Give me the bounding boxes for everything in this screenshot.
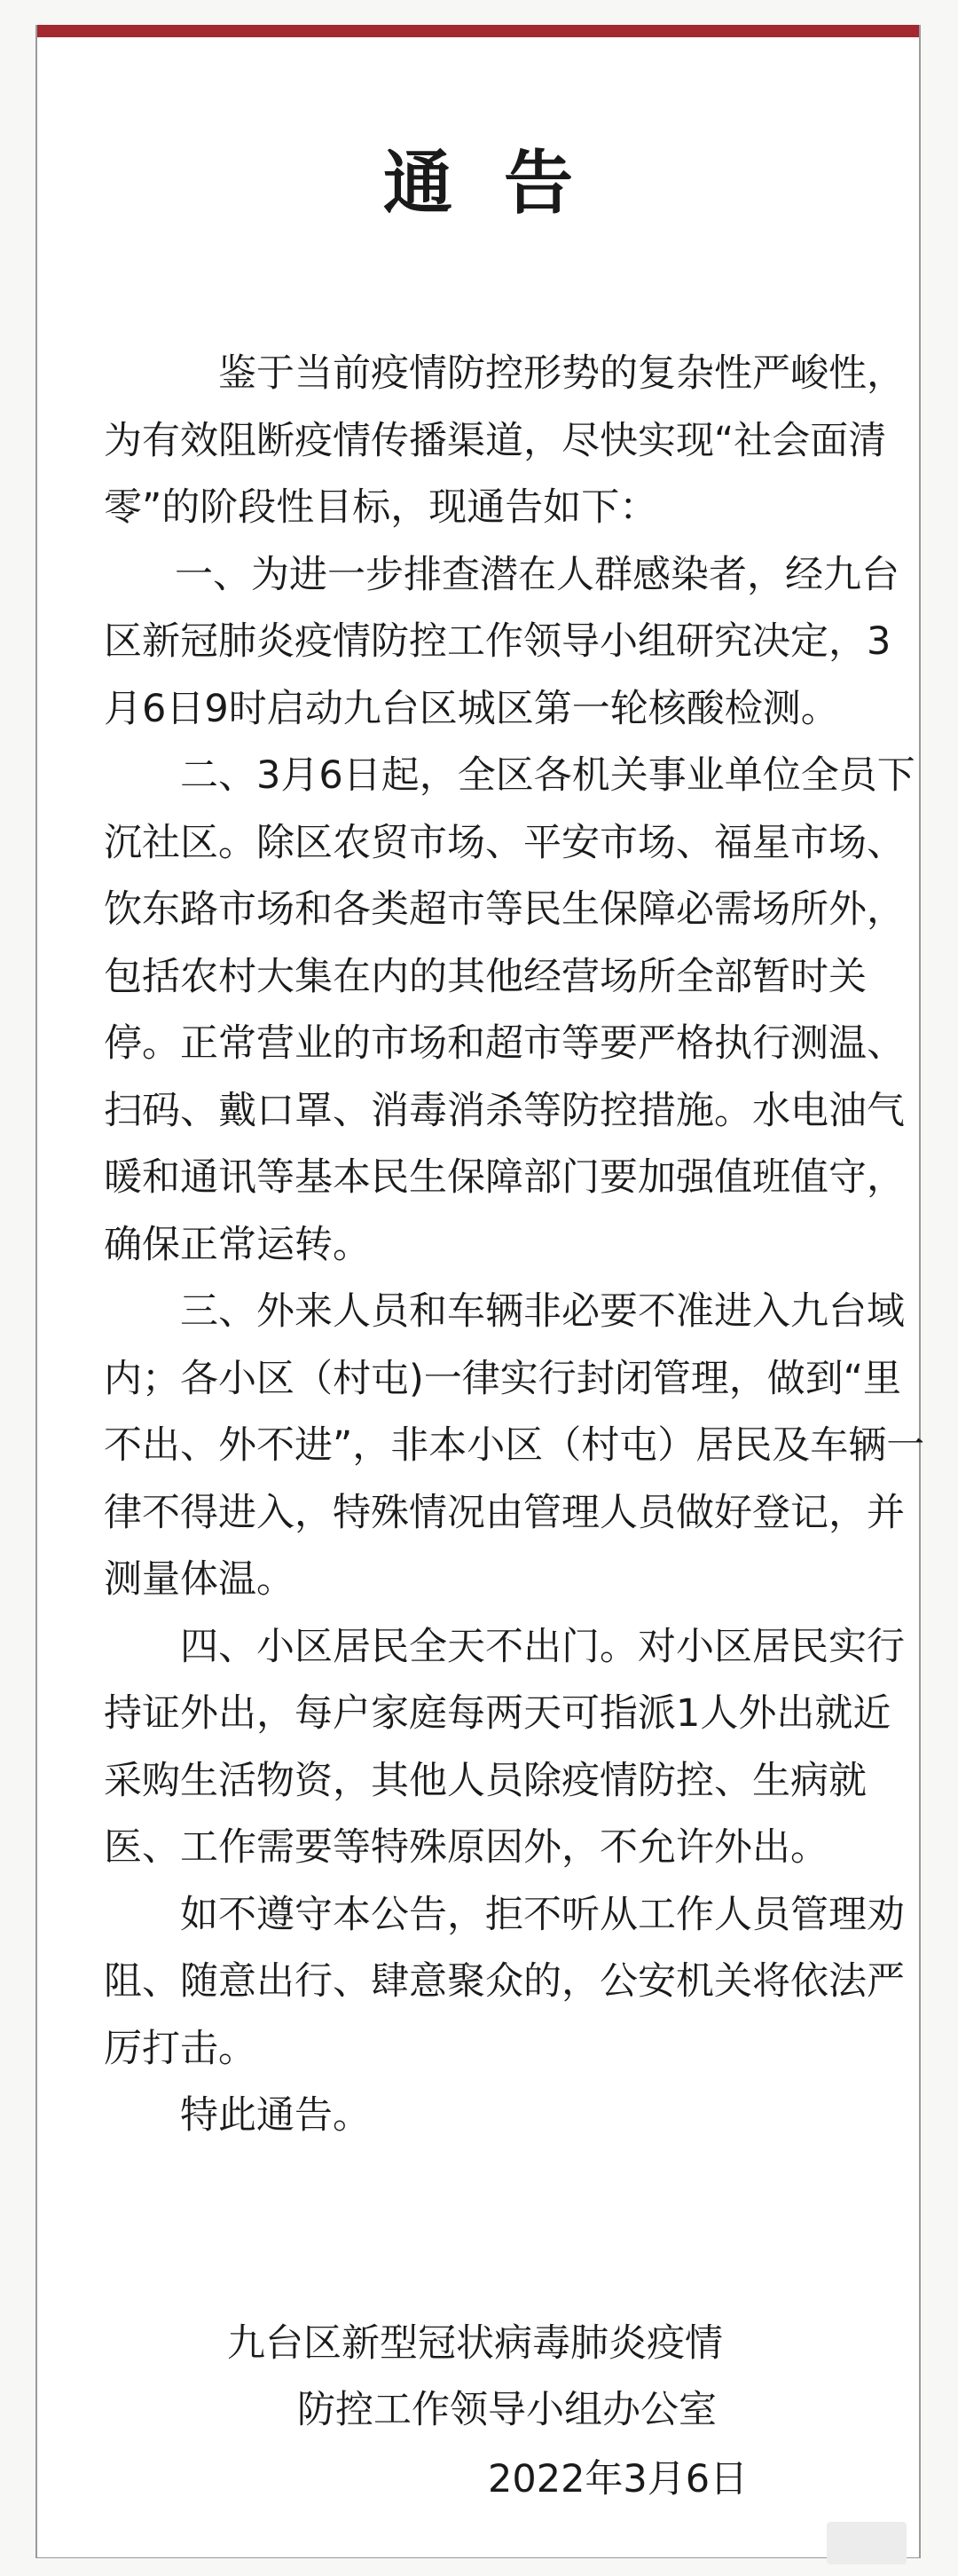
header-accent-bar (37, 25, 919, 37)
signature-org-line1: 九台区新型冠状病毒肺炎疫情 (227, 2321, 723, 2366)
watermark-placeholder (827, 2522, 907, 2564)
intro-paragraph: 鉴于当前疫情防控形势的复杂性严峻性，为有效阻断疫情传播渠道，尽快实现“社会面清零”的阶段性目标，现通告如下： (104, 351, 905, 530)
notice-title: 通告 (382, 144, 624, 224)
notice-body (104, 341, 929, 2150)
item-three-paragraph: 三、外来人员和车辆非必要不准进入九台域内；各小区（村屯)一律实行封闭管理，做到“里不出、外不进”，非本小区（村屯）居民及车辆一律不得进入，特殊情况由管理人员做好登记，并测量体温。 (104, 1289, 925, 1602)
warning-paragraph: 如不遵守本公告，拒不听从工作人员管理劝阻、随意出行、肆意聚众的，公安机关将依法严厉打击。 (104, 1892, 905, 2071)
item-four-paragraph: 四、小区居民全天不出门。对小区居民实行持证外出，每户家庭每两天可指派1人外出就近采购生活物资，其他人员除疫情防控、生病就医、工作需要等特殊原因外，不允许外出。 (104, 1624, 905, 1870)
signature-date: 2022年3月6日 (488, 2457, 749, 2501)
item-one-paragraph: 一、为进一步排查潜在人群感染者，经九台区新冠肺炎疫情防控工作领导小组研究决定，3月6日9时启动九台区城区第一轮核酸检测。 (104, 552, 899, 731)
closing-paragraph: 特此通告。 (180, 2093, 371, 2138)
signature-org-line2: 防控工作领导小组办公室 (297, 2388, 717, 2432)
item-two-paragraph: 二、3月6日起，全区各机关事业单位全员下沉社区。除区农贸市场、平安市场、福星市场、饮东路市场和各类超市等民生保障必需场所外，包括农村大集在内的其他经营场所全部暂时关停。正常营业的市场和超市等要严格执行测温、扫码、戴口罩、消毒消杀等防控措施。水电油气暖和通讯等基本民生保障部门要加强值班值守，确保正常运转。 (104, 753, 915, 1267)
notice-paper (35, 25, 925, 2558)
